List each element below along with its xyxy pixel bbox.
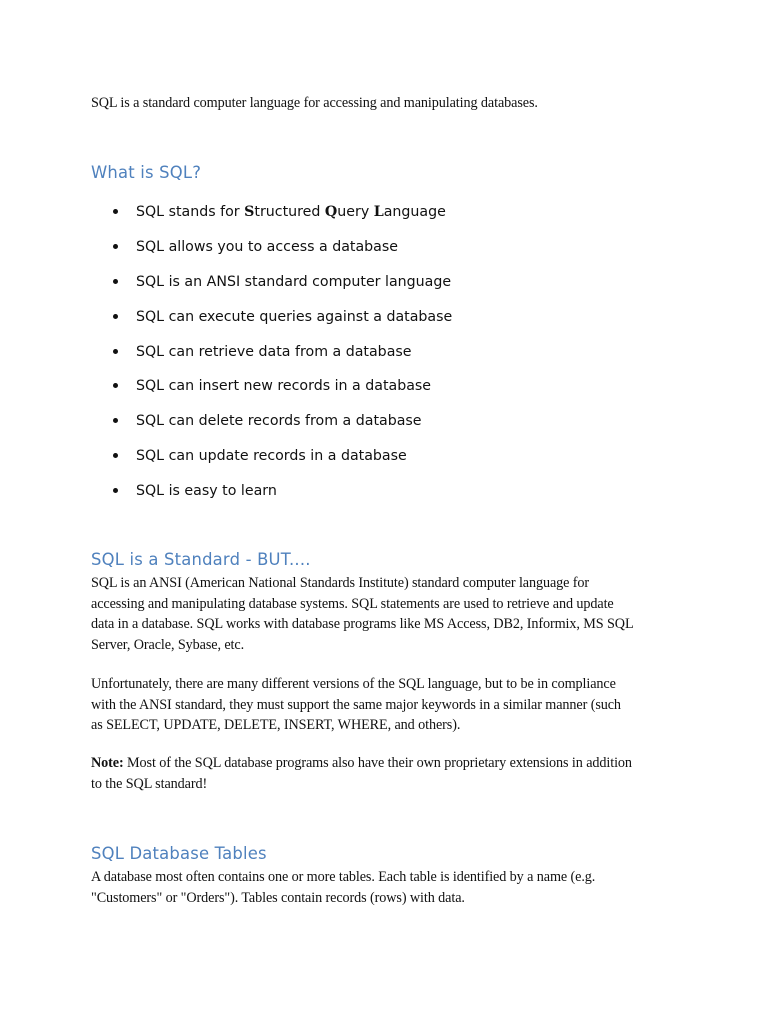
bold-initial: S: [244, 204, 255, 220]
list-item: [91, 306, 452, 341]
bullet-icon: [113, 209, 118, 214]
list-item-text: SQL can insert new records in a database: [136, 378, 432, 395]
bullet-icon: [113, 453, 118, 458]
paragraph-ansi-line: Server, Oracle, Sybase, etc.: [91, 636, 245, 653]
bullet-icon: [113, 279, 118, 284]
paragraph-note-line: [91, 753, 691, 774]
list-item-text: SQL can update records in a database: [136, 448, 407, 465]
note-text: Most of the SQL database programs also have their own proprietary extensions in addition: [123, 755, 632, 771]
list-item-text: SQL can delete records from a database: [136, 413, 422, 430]
sql-features-list: [91, 201, 452, 515]
note-label: Note:: [91, 755, 124, 771]
paragraph-versions-line: as SELECT, UPDATE, DELETE, INSERT, WHERE, and others).: [91, 717, 461, 733]
bullet-icon: [113, 314, 118, 319]
list-item: [91, 341, 452, 376]
bold-initial: Q: [324, 204, 338, 220]
paragraph-versions-line: Unfortunately, there are many different versions of the SQL language, but to be in compliance: [91, 676, 616, 692]
bold-initial: L: [373, 204, 384, 220]
intro-paragraph: SQL is a standard computer language for accessing and manipulating databases.: [91, 95, 538, 111]
list-item-text: SQL can execute queries against a database: [136, 308, 453, 325]
list-item-text: SQL is an ANSI standard computer language: [136, 273, 452, 290]
list-item: [91, 410, 452, 445]
bullet-icon: [113, 418, 118, 423]
heading-what-is-sql: What is SQL?: [91, 163, 202, 182]
bullet-icon: [113, 244, 118, 249]
bullet-icon: [113, 383, 118, 388]
list-item: [91, 445, 452, 480]
paragraph-note: [91, 753, 691, 794]
paragraph-versions: [91, 674, 691, 736]
list-item: [91, 375, 452, 410]
bullet-icon: [113, 488, 118, 493]
paragraph-versions-line: with the ANSI standard, they must support the same major keywords in a similar manner (such: [91, 696, 621, 713]
list-item: [91, 271, 452, 306]
list-item: [91, 480, 452, 515]
list-item-text: SQL allows you to access a database: [136, 238, 398, 255]
list-item-text: uery: [337, 204, 374, 220]
list-item-text: SQL stands for: [136, 204, 245, 220]
paragraph-ansi-line: data in a database. SQL works with database programs like MS Access, DB2, Informix, MS SQL: [91, 616, 634, 632]
list-item: [91, 201, 452, 236]
list-item-text: SQL can retrieve data from a database: [136, 343, 412, 360]
paragraph-ansi-line: SQL is an ANSI (American National Standards Institute) standard computer language for: [91, 575, 590, 591]
paragraph-tables-line: "Customers" or "Orders"). Tables contain records (rows) with data.: [91, 889, 465, 906]
list-item: [91, 236, 452, 271]
heading-database-tables: SQL Database Tables: [91, 844, 267, 863]
list-item-text: SQL is easy to learn: [136, 483, 277, 500]
paragraph-tables-line: A database most often contains one or more tables. Each table is identified by a name (e.g.: [91, 869, 596, 885]
bullet-icon: [113, 349, 118, 354]
list-item-text: tructured: [254, 204, 325, 220]
paragraph-note-line: to the SQL standard!: [91, 775, 208, 792]
paragraph-tables: [91, 867, 691, 908]
list-item-text: anguage: [383, 204, 446, 220]
paragraph-ansi-line: accessing and manipulating database systems. SQL statements are used to retrieve and update: [91, 595, 614, 612]
heading-sql-standard: SQL is a Standard - BUT....: [91, 550, 311, 569]
paragraph-ansi: [91, 573, 691, 655]
